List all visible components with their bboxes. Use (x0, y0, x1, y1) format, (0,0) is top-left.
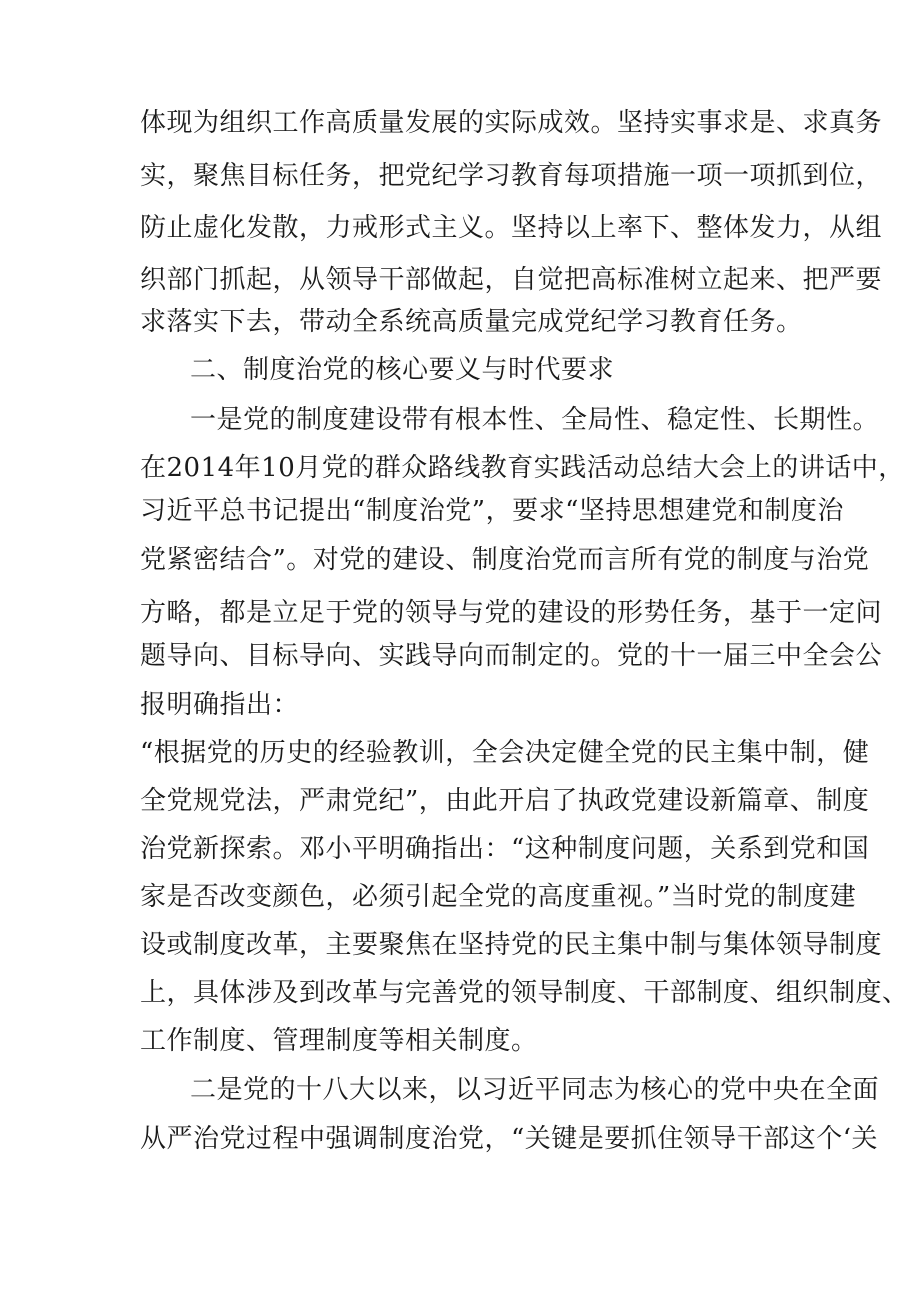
section-heading: 二、制度治党的核心要义与时代要求 (190, 355, 615, 385)
text-line: 防止虚化发散，力戒形式主义。坚持以上率下、整体发力，从组 (140, 213, 883, 243)
text-line: 二是党的十八大以来，以习近平同志为核心的党中央在全面 (190, 1075, 880, 1105)
text-line: 治党新探索。邓小平明确指出：“这种制度问题，关系到党和国 (140, 834, 870, 864)
text-line: 设或制度改革，主要聚焦在坚持党的民主集中制与集体领导制度 (140, 930, 883, 960)
text-line: 从严治党过程中强调制度治党，“关键是要抓住领导干部这个‘关 (140, 1124, 879, 1154)
text-line: “根据党的历史的经验教训，全会决定健全党的民主集中制，健 (140, 738, 870, 768)
text-line: 全党规党法，严肃党纪”，由此开启了执政党建设新篇章、制度 (140, 786, 870, 816)
text-line: 报明确指出： (140, 690, 300, 720)
text-line: 题导向、目标导向、实践导向而制定的。党的十一届三中全会公 (140, 641, 883, 671)
text-line: 党紧密结合”。对党的建设、制度治党而言所有党的制度与治党 (140, 545, 870, 575)
text-line: 一是党的制度建设带有根本性、全局性、稳定性、长期性。 (190, 405, 880, 435)
text-line: 方略，都是立足于党的领导与党的建设的形势任务，基于一定问 (140, 598, 883, 628)
text-line: 实，聚焦目标任务，把党纪学习教育每项措施一项一项抓到位， (140, 161, 883, 191)
text-line: 上，具体涉及到改革与完善党的领导制度、干部制度、组织制度、 (140, 978, 909, 1008)
text-line: 体现为组织工作高质量发展的实际成效。坚持实事求是、求真务 (140, 108, 883, 138)
text-line: 工作制度、管理制度等相关制度。 (140, 1026, 538, 1056)
text-line: 习近平总书记提出“制度治党”，要求“坚持思想建党和制度治 (140, 496, 844, 526)
text-line: 求落实下去，带动全系统高质量完成党纪学习教育任务。 (140, 307, 803, 337)
text-line: 家是否改变颜色，必须引起全党的高度重视。”当时党的制度建 (140, 882, 857, 912)
text-line: 在2014年10月党的群众路线教育实践活动总结大会上的讲话中， (140, 453, 905, 483)
text-line: 织部门抓起，从领导干部做起，自觉把高标准树立起来、把严要 (140, 265, 883, 295)
